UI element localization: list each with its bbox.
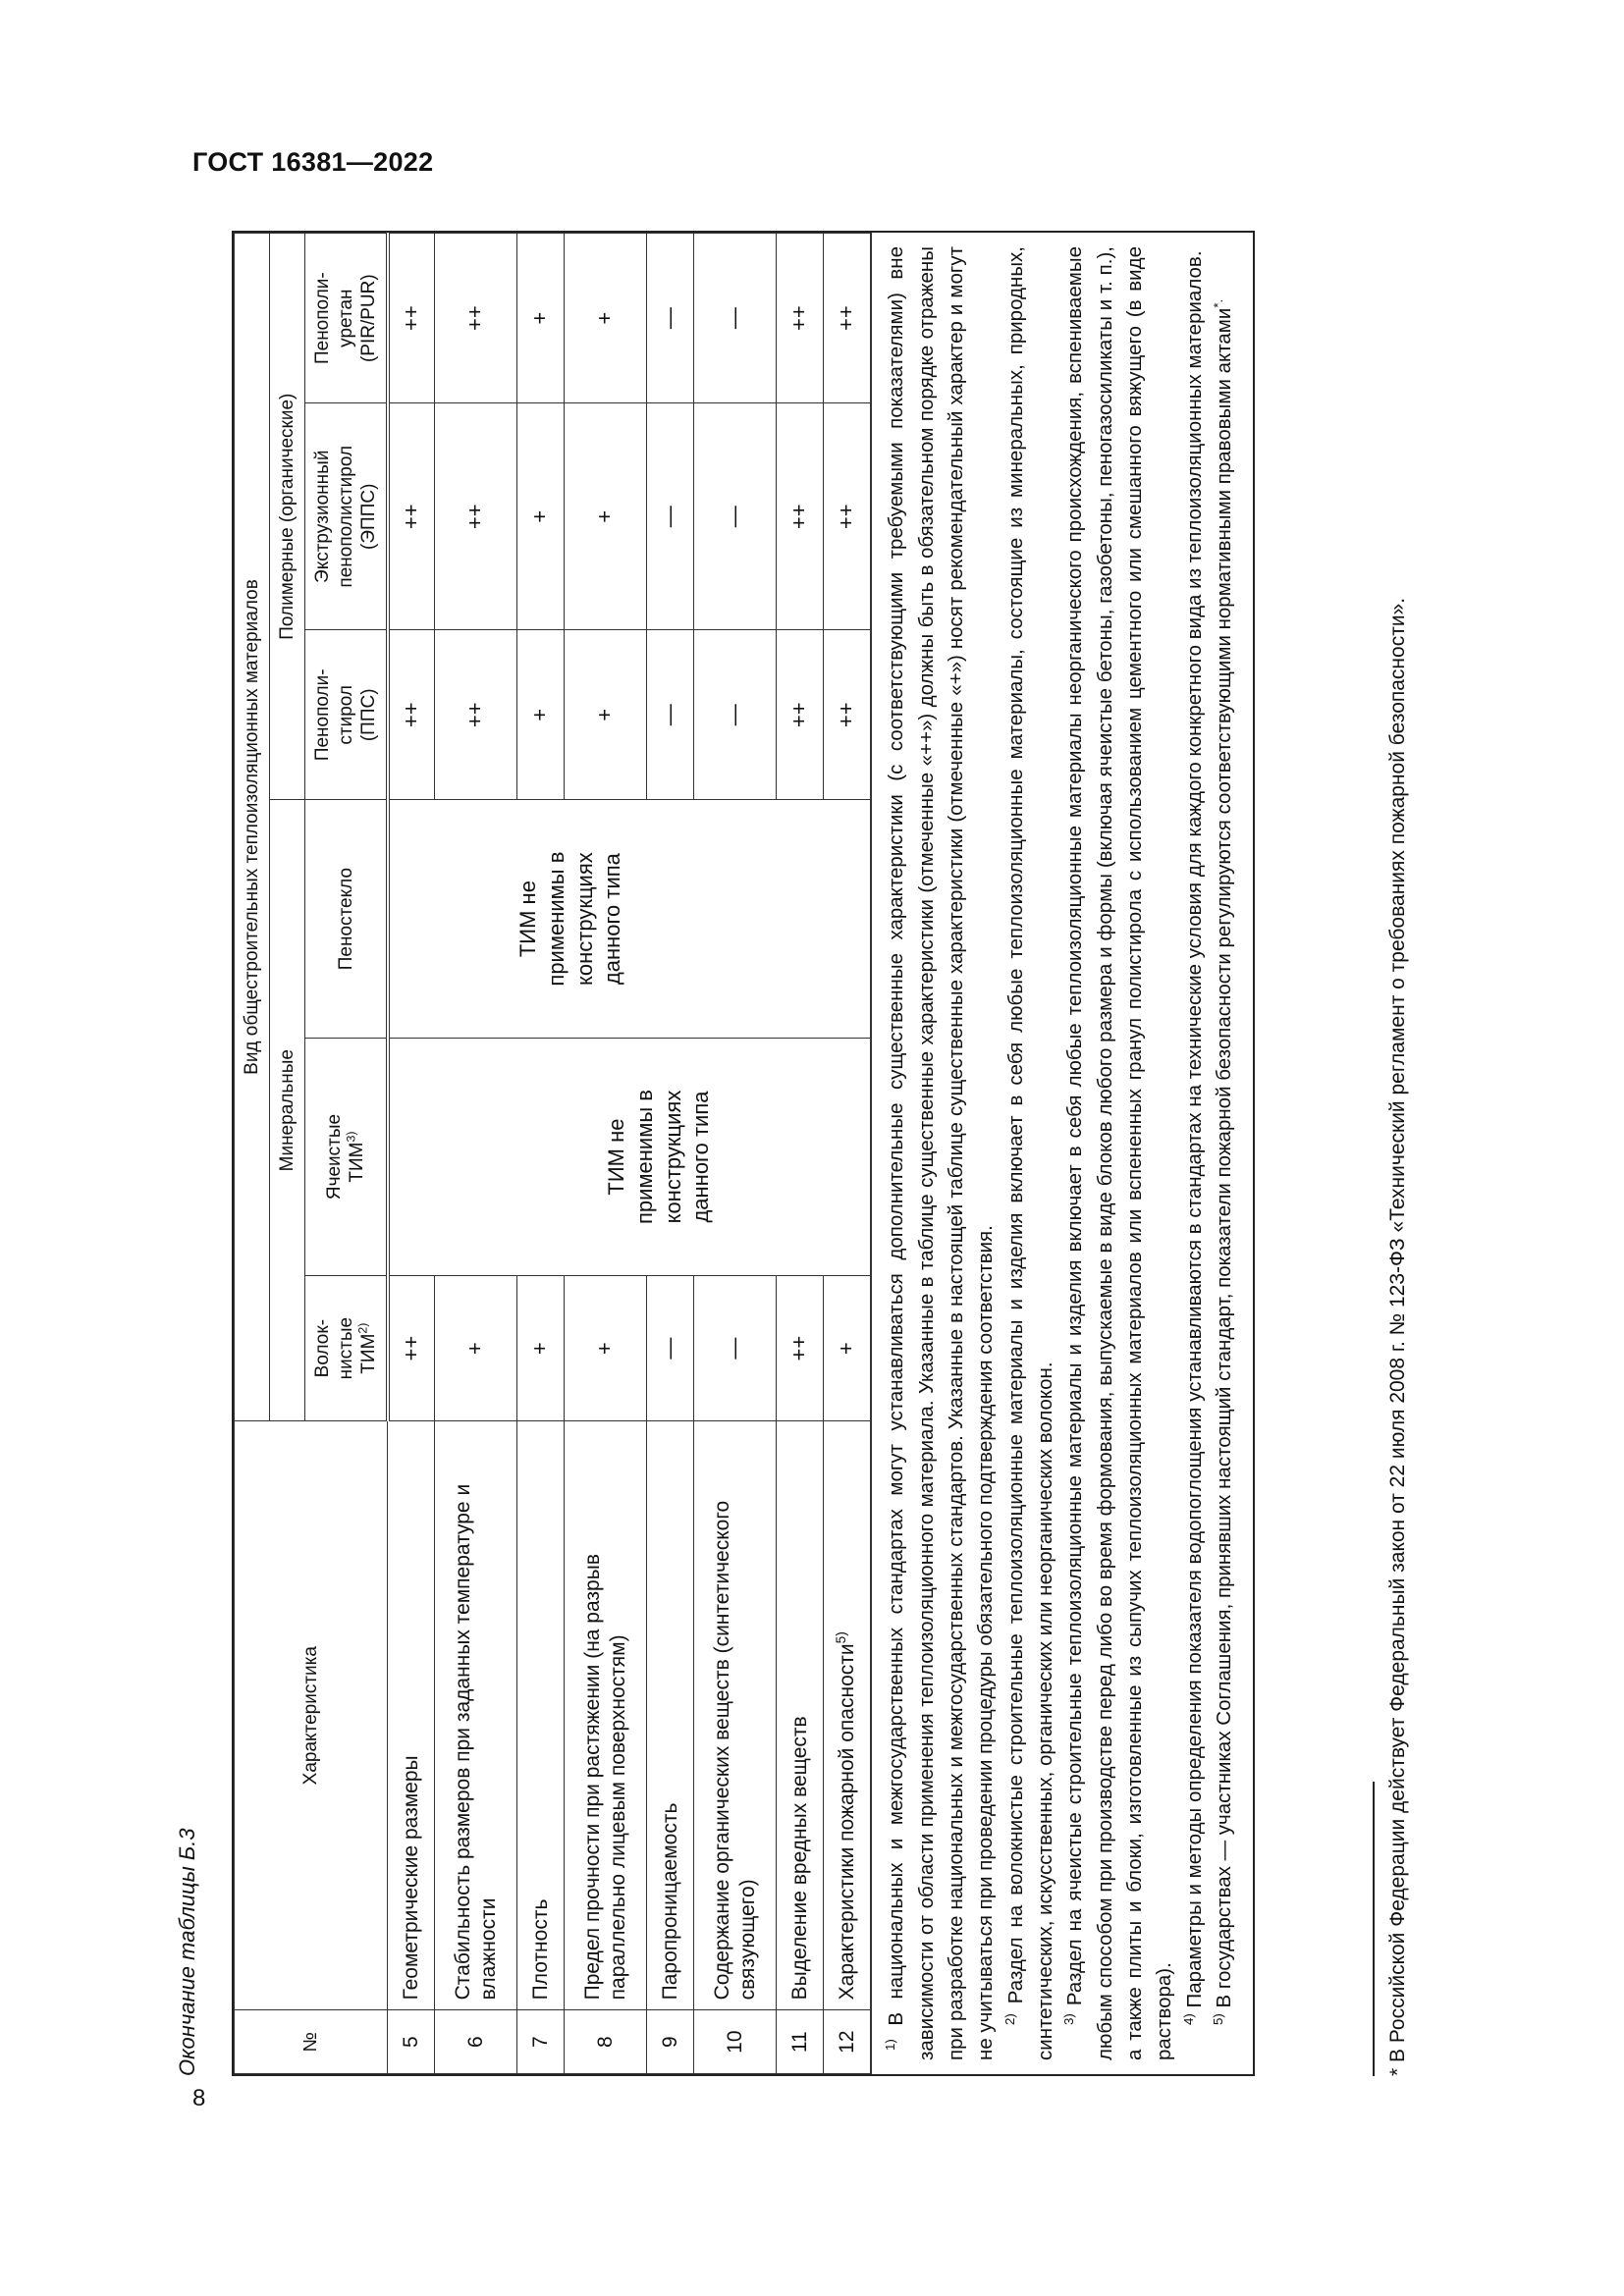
- row-value-fibrous: +: [517, 1276, 565, 1421]
- row-characteristic: Паропроницаемость: [647, 1421, 694, 2010]
- table-continuation-label: Окончание таблицы Б.3: [175, 1828, 199, 2076]
- note-mark: 1): [883, 2039, 898, 2051]
- row-value-pps: +: [517, 630, 565, 800]
- header-material-kind: Вид общестроительных теплоизоляционных материалов: [235, 234, 270, 1421]
- row-value-pir: ++: [777, 234, 824, 403]
- row-value-pps: +: [565, 630, 647, 800]
- header-col-foamglass: Пеностекло: [305, 800, 388, 1038]
- header-col-fibrous-note-mark: 2): [355, 1322, 370, 1334]
- row-value-epps: ++: [777, 403, 824, 630]
- row-value-pir: ++: [435, 234, 517, 403]
- table-note: [1001, 246, 1061, 2060]
- table-note: [1180, 246, 1210, 2060]
- row-num: 9: [647, 2010, 694, 2074]
- note-text: Раздел на волокнистые строительные теплоизоляционные материалы и изделия включает в себя любые теплоизоляционные материалы, состоящие из минеральных, природных, синтетических, искусственных, органических или неорганических волокон.: [1003, 246, 1056, 2060]
- table-note: [1210, 246, 1239, 2060]
- row-characteristic: Стабильность размеров при заданных температуре и влажности: [435, 1421, 517, 2010]
- row-value-epps: ++: [435, 403, 517, 630]
- row-characteristic: Содержание органических веществ (синтетического связующего): [694, 1421, 777, 2010]
- table-note: [1060, 246, 1179, 2060]
- row-value-pps: ++: [435, 630, 517, 800]
- row-value-pir: +: [565, 234, 647, 403]
- row-value-epps: ++: [388, 403, 435, 630]
- page-footnote: * В Российской Федерации действует Федеральный закон от 22 июля 2008 г. № 123-ФЗ «Технический регламент о требованиях пожарной безопасности».: [1386, 597, 1409, 2076]
- row-value-pps: ++: [777, 630, 824, 800]
- header-num: №: [235, 2010, 388, 2074]
- row-num: 10: [694, 2010, 777, 2074]
- header-col-fibrous-label: Волок- нистые ТИМ: [312, 1316, 379, 1380]
- row-value-fibrous: ++: [777, 1276, 824, 1421]
- table-note: [882, 246, 1001, 2060]
- row-characteristic: Плотность: [517, 1421, 565, 2010]
- table-row: [388, 234, 435, 2074]
- row-num: 11: [777, 2010, 824, 2074]
- note-text: Раздел на ячеистые строительные теплоизоляционные материалы и изделия включает в себя любые теплоизоляционные материалы неорганического происхождения, вспениваемые любым способом при производстве перед либо во время формования, выпускаемые в виде блоков любого размера и формы (включая ячеистые бетоны, газобетоны, пеногазосиликаты и т. п.), а также плиты и блоки, изготовленные из сыпучих теплоизоляционных материалов или вспененных гранул полистирола с использованием цементного или смешанного вяжущего (в виде раствора).: [1063, 246, 1176, 2060]
- row-value-fibrous: ++: [388, 1276, 435, 1421]
- row-value-epps: +: [517, 403, 565, 630]
- note-mark: 3): [1061, 2013, 1077, 2025]
- row-characteristic: [824, 1421, 871, 2010]
- footnote-separator: [1373, 1782, 1375, 2076]
- footnote-reference-mark: *.: [1211, 298, 1226, 308]
- row-value-fibrous: +: [824, 1276, 871, 1421]
- characteristics-table: [232, 231, 1255, 2076]
- row-value-epps: +: [565, 403, 647, 630]
- row-value-fibrous: +: [565, 1276, 647, 1421]
- header-col-cellular-label: Ячеистые ТИМ: [323, 1113, 368, 1201]
- row-value-fibrous: —: [694, 1276, 777, 1421]
- row-characteristic: Выделение вредных веществ: [777, 1421, 824, 2010]
- note-text: Параметры и методы определения показателя водопоглощения устанавливаются в стандартах на технические условия для каждого конкретного вида из теплоизоляционных материалов.: [1182, 250, 1206, 2008]
- row-num: 8: [565, 2010, 647, 2074]
- note-mark: 5): [1211, 2013, 1226, 2025]
- row-value-pir: —: [694, 234, 777, 403]
- row-value-pir: ++: [388, 234, 435, 403]
- note-mark: 2): [1001, 2013, 1017, 2025]
- document-title: ГОСТ 16381—2022: [192, 147, 434, 177]
- header-characteristic: Характеристика: [235, 1421, 388, 2010]
- header-col-cellular-note-mark: 3): [344, 1131, 358, 1143]
- row-value-pps: ++: [824, 630, 871, 800]
- row-value-pps: ++: [388, 630, 435, 800]
- header-polymer: Полимерные (органические): [270, 234, 305, 800]
- header-col-fibrous: [305, 1276, 388, 1421]
- page-number: 8: [192, 2085, 206, 2111]
- row-value-pps: —: [694, 630, 777, 800]
- header-col-epps: Экструзионный пенополистирол (ЭППС): [305, 403, 388, 630]
- row-value-fibrous: —: [647, 1276, 694, 1421]
- row-characteristic: Предел прочности при растяжении (на разрыв параллельно лицевым поверхностям): [565, 1421, 647, 2010]
- note-mark: 4): [1180, 2013, 1196, 2025]
- row-characteristic-text: Характеристики пожарной опасности: [836, 1643, 859, 2001]
- foamglass-not-applicable-text: ТИМ не применимы в конструкциях данного типа: [515, 851, 625, 987]
- cellular-not-applicable-text: ТИМ не применимы в конструкциях данного типа: [604, 1090, 714, 1225]
- rotated-landscape-content: [147, 231, 1453, 2076]
- row-num: 5: [388, 2010, 435, 2074]
- row-value-epps: —: [647, 403, 694, 630]
- row-num: 6: [435, 2010, 517, 2074]
- row-characteristic-note-mark: 5): [834, 1631, 849, 1644]
- row-value-epps: ++: [824, 403, 871, 630]
- row-value-pps: —: [647, 630, 694, 800]
- row-characteristic: Геометрические размеры: [388, 1421, 435, 2010]
- foamglass-not-applicable: [388, 800, 871, 1038]
- note-text: В национальных и межгосударственных стандартах могут устанавливаться дополнительные существенные характеристики (с соответствующими требуемыми показателями) вне зависимости от области применения теплоизоляционного материала. Указанные в таблице существенные характеристики (отмеченные «++») должны быть в обязательном порядке отражены при разработке национальных и межгосударственных стандартов. Указанные в настоящей таблице существенные характеристики (отмеченные «+») носят рекомендательный характер и могут не учитываться при проведении процедуры обязательного подтверждения соответствия.: [885, 246, 998, 2060]
- row-num: 12: [824, 2010, 871, 2074]
- row-value-pir: —: [647, 234, 694, 403]
- table-notes: [871, 233, 1253, 2074]
- row-value-pir: ++: [824, 234, 871, 403]
- header-mineral: Минеральные: [270, 800, 305, 1421]
- row-value-epps: —: [694, 403, 777, 630]
- row-value-fibrous: +: [435, 1276, 517, 1421]
- header-col-pps: Пенополи- стирол (ППС): [305, 630, 388, 800]
- cellular-not-applicable: [388, 1038, 871, 1275]
- header-col-pir: Пенополи- уретан (PIR/PUR): [305, 234, 388, 403]
- note-text: В государствах — участниках Соглашения, принявших настоящий стандарт, показатели пожарной безопасности регулируются соответствующими нормативными правовыми актами: [1212, 307, 1235, 2008]
- row-num: 7: [517, 2010, 565, 2074]
- header-col-cellular: [305, 1038, 388, 1275]
- row-value-pir: +: [517, 234, 565, 403]
